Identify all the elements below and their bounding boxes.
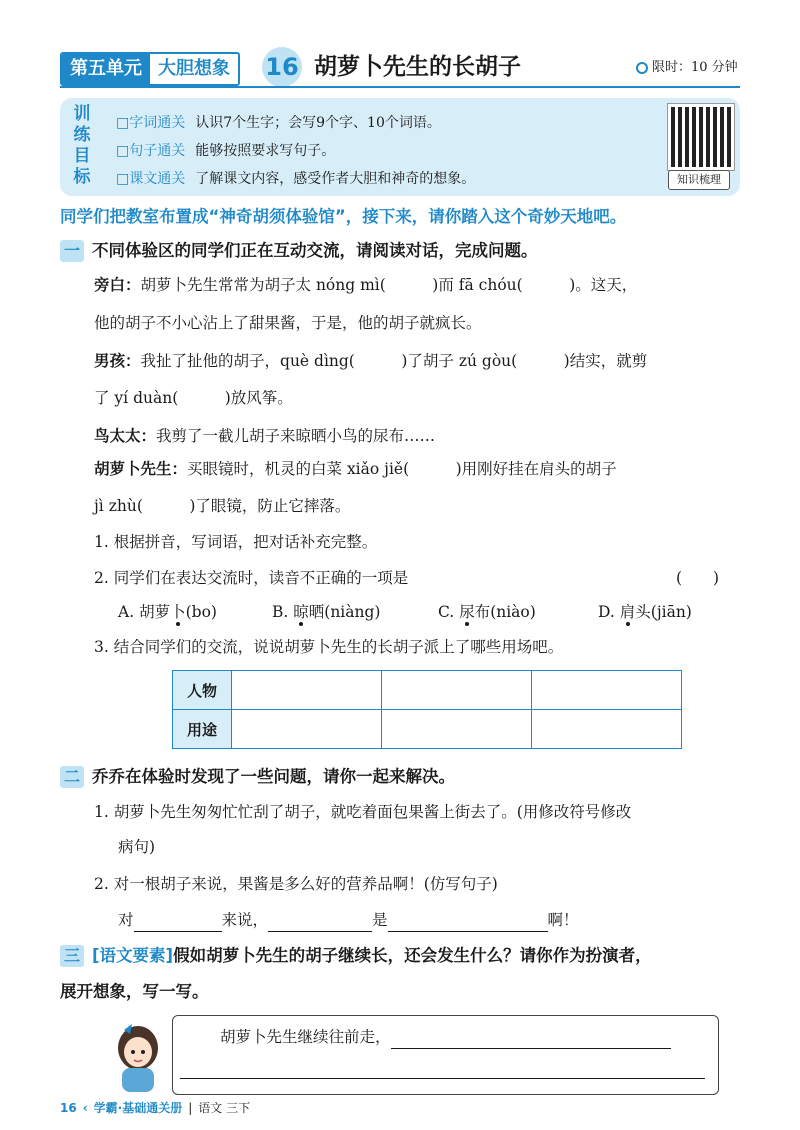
dialogue-text: 我扯了扯他的胡子，què dìng( )了胡子 zú gòu( )结实，就剪 bbox=[140, 352, 648, 370]
unit-tag bbox=[60, 52, 240, 86]
dialogue-text: 他的胡子不小心沾上了甜果酱，于是，他的胡子就疯长。 bbox=[94, 314, 482, 332]
table-header-cell: 用途 bbox=[173, 710, 232, 749]
chevron-icon: ‹ bbox=[82, 1101, 88, 1115]
unit-theme: 大胆想象 bbox=[150, 54, 238, 84]
table-cell[interactable] bbox=[232, 710, 382, 749]
dialogue-text: 买眼镜时，机灵的白菜 xiǎo jiě( )用刚好挂在肩头的胡子 bbox=[187, 460, 617, 478]
section-title: 不同体验区的同学们正在互动交流，请阅读对话，完成问题。 bbox=[92, 241, 538, 260]
unit-label: 第五单元 bbox=[62, 54, 150, 84]
write-line[interactable] bbox=[391, 1028, 671, 1049]
dialogue-line bbox=[94, 273, 637, 297]
table-cell[interactable] bbox=[532, 710, 682, 749]
option-a[interactable]: A. 胡萝卜(bo) bbox=[118, 603, 217, 621]
speaker: 旁白： bbox=[94, 276, 141, 294]
section-title: [语文要素]假如胡萝卜先生的胡子继续长，还会发生什么？请你作为扮演者， bbox=[92, 946, 652, 965]
option-b[interactable]: B. 晾晒(niàng) bbox=[272, 603, 381, 621]
question-2: 2. 对一根胡子来说，果酱是多么好的营养品啊！(仿写句子) bbox=[94, 875, 498, 893]
dialogue-text: 胡萝卜先生常常为胡子太 nóng mì( )而 fā chóu( )。这天， bbox=[140, 276, 638, 294]
goal-name[interactable]: □句子通关 bbox=[116, 143, 186, 159]
speaker: 胡萝卜先生： bbox=[94, 460, 188, 478]
goal-item bbox=[116, 168, 475, 190]
question-1-cont: 病句) bbox=[118, 838, 156, 856]
dialogue-line bbox=[94, 424, 435, 448]
fill-blank[interactable] bbox=[268, 911, 372, 932]
question-3: 3. 结合同学们的交流，说说胡萝卜先生的长胡子派上了哪些用场吧。 bbox=[94, 638, 564, 656]
option-d[interactable]: D. 肩头(jiān) bbox=[598, 603, 692, 621]
dialogue-text: jì zhù( )了眼镜，防止它摔落。 bbox=[94, 497, 351, 515]
option-c[interactable]: C. 尿布(niào) bbox=[438, 603, 536, 621]
question-1: 1. 胡萝卜先生匆匆忙忙刮了胡子，就吃着面包果酱上街去了。(用修改符号修改 bbox=[94, 803, 632, 821]
clock-icon bbox=[636, 62, 648, 74]
dialogue-text: 了 yí duàn( )放风筝。 bbox=[94, 389, 293, 407]
section-badge: 三 bbox=[60, 945, 84, 967]
dialogue-line bbox=[94, 349, 647, 373]
page-footer bbox=[60, 1100, 250, 1116]
answer-table bbox=[172, 670, 682, 749]
dialogue-line bbox=[94, 494, 350, 518]
section-tag: [语文要素] bbox=[92, 946, 174, 965]
goal-text: 了解课文内容，感受作者大胆和神奇的想象。 bbox=[195, 171, 476, 187]
table-row bbox=[173, 671, 682, 710]
fill-sentence: 对 来说， 是 啊！ bbox=[118, 908, 579, 932]
table-row bbox=[173, 710, 682, 749]
header-divider bbox=[60, 86, 740, 88]
writing-starter: 胡萝卜先生继续往前走， bbox=[220, 1025, 671, 1049]
fill-blank[interactable] bbox=[134, 911, 222, 932]
footer-divider: | bbox=[188, 1101, 193, 1115]
page-number: 16 bbox=[60, 1101, 77, 1115]
question-1: 1. 根据拼音，写词语，把对话补充完整。 bbox=[94, 533, 378, 551]
fill-blank[interactable] bbox=[388, 911, 548, 932]
dialogue-line bbox=[94, 386, 293, 410]
section-badge: 一 bbox=[60, 240, 84, 262]
intro-text: 同学们把教室布置成“神奇胡须体验馆”，接下来，请你踏入这个奇妙天地吧。 bbox=[60, 207, 627, 226]
goal-text: 认识7个生字；会写9个字、10个词语。 bbox=[195, 115, 441, 131]
section-title: 乔乔在体验时发现了一些问题，请你一起来解决。 bbox=[92, 767, 455, 786]
goal-name[interactable]: □字词通关 bbox=[116, 115, 186, 131]
section-badge: 二 bbox=[60, 766, 84, 788]
goals-label: 训练目标 bbox=[73, 104, 91, 187]
section-title-cont: 展开想象，写一写。 bbox=[60, 982, 209, 1001]
girl-avatar-icon bbox=[110, 1018, 166, 1094]
book-name: 学霸·基础通关册 bbox=[93, 1101, 183, 1115]
table-cell[interactable] bbox=[232, 671, 382, 710]
qr-code-icon[interactable] bbox=[668, 104, 734, 170]
lesson-title: 胡萝卜先生的长胡子 bbox=[314, 54, 521, 80]
table-cell[interactable] bbox=[382, 671, 532, 710]
table-cell[interactable] bbox=[532, 671, 682, 710]
qr-caption: 知识梳理 bbox=[668, 170, 730, 190]
time-limit bbox=[636, 58, 738, 78]
lesson-number: 16 bbox=[262, 47, 302, 87]
subject-name: 语文 三下 bbox=[198, 1101, 251, 1115]
time-limit-text: 限时：10 分钟 bbox=[652, 60, 738, 75]
goal-item bbox=[116, 140, 335, 162]
dialogue-text: 我剪了一截儿胡子来晾晒小鸟的尿布…… bbox=[156, 427, 436, 445]
speaker: 鸟太太： bbox=[94, 427, 157, 445]
question-2: 2. 同学们在表达交流时，读音不正确的一项是 bbox=[94, 569, 409, 587]
speaker: 男孩： bbox=[94, 352, 141, 370]
dialogue-line bbox=[94, 457, 617, 481]
table-header-cell: 人物 bbox=[173, 671, 232, 710]
answer-paren[interactable]: ( ) bbox=[676, 569, 720, 587]
table-cell[interactable] bbox=[382, 710, 532, 749]
goal-item bbox=[116, 112, 441, 134]
goal-text: 能够按照要求写句子。 bbox=[195, 143, 336, 159]
write-line[interactable] bbox=[180, 1078, 705, 1079]
goal-name[interactable]: □课文通关 bbox=[116, 171, 186, 187]
dialogue-line bbox=[94, 311, 482, 335]
